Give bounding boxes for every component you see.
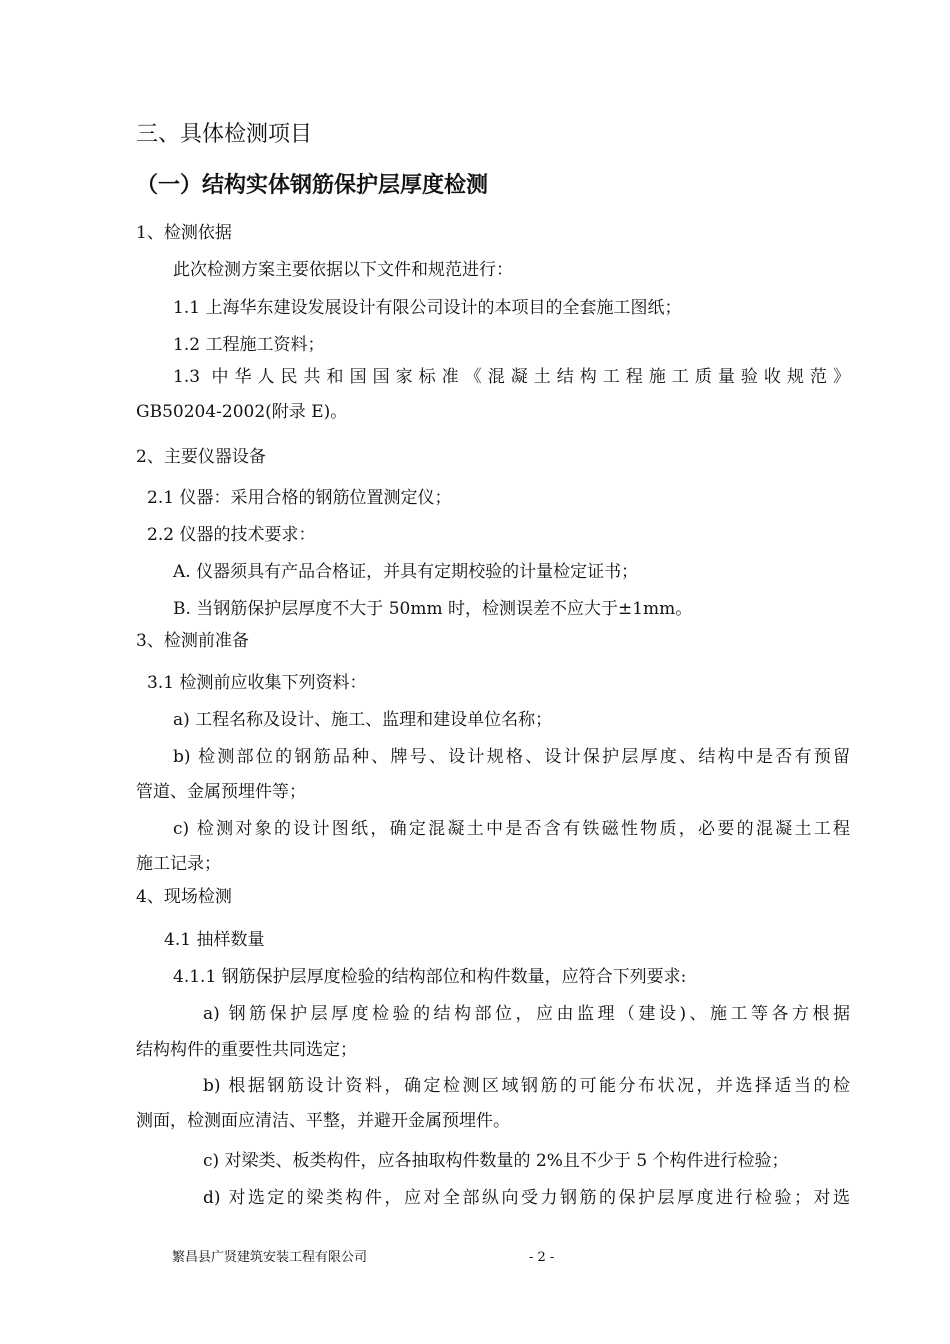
footer-page-number: - 2 - bbox=[529, 1250, 555, 1265]
list-item-4-1: 4.1 抽样数量 bbox=[164, 930, 265, 950]
list-item-1-2: 1.2 工程施工资料； bbox=[173, 335, 325, 355]
list-item-3-1: 3.1 检测前应收集下列资料： bbox=[147, 673, 367, 693]
list-item-2-2-b: B. 当钢筋保护层厚度不大于 50mm 时，检测误差不应大于±1mm。 bbox=[173, 599, 693, 619]
list-item-2-2: 2.2 仪器的技术要求： bbox=[147, 525, 316, 545]
paragraph-intro: 此次检测方案主要依据以下文件和规范进行： bbox=[173, 260, 513, 280]
list-item-4-1-1-b-continued: 测面，检测面应清洁、平整，并避开金属预埋件。 bbox=[136, 1111, 510, 1131]
list-item-4-1-1-d: d) 对选定的梁类构件，应对全部纵向受力钢筋的保护层厚度进行检验；对选 bbox=[203, 1188, 850, 1208]
list-item-3-1-b-continued: 管道、金属预埋件等； bbox=[136, 782, 306, 802]
heading-inspection-basis: 1、检测依据 bbox=[136, 223, 232, 243]
list-item-4-1-1-a: a) 钢筋保护层厚度检验的结构部位，应由监理（建设)、施工等各方根据 bbox=[203, 1004, 850, 1024]
list-item-4-1-1: 4.1.1 钢筋保护层厚度检验的结构部位和构件数量，应符合下列要求: bbox=[173, 967, 687, 987]
list-item-4-1-1-a-continued: 结构构件的重要性共同选定； bbox=[136, 1040, 357, 1060]
heading-preparation: 3、检测前准备 bbox=[136, 631, 249, 651]
list-item-4-1-1-b: b) 根据钢筋设计资料，确定检测区域钢筋的可能分布状况，并选择适当的检 bbox=[203, 1076, 850, 1096]
list-item-3-1-c-continued: 施工记录； bbox=[136, 854, 221, 874]
heading-field-inspection: 4、现场检测 bbox=[136, 887, 232, 907]
list-item-4-1-1-c: c) 对梁类、板类构件，应各抽取构件数量的 2%且不少于 5 个构件进行检验； bbox=[203, 1151, 789, 1171]
list-item-2-1: 2.1 仪器：采用合格的钢筋位置测定仪； bbox=[147, 488, 452, 508]
footer-company: 繁昌县广贤建筑安装工程有限公司 bbox=[172, 1250, 368, 1265]
heading-main-equipment: 2、主要仪器设备 bbox=[136, 447, 266, 467]
list-item-3-1-a: a) 工程名称及设计、施工、监理和建设单位名称； bbox=[173, 710, 553, 730]
list-item-3-1-b: b) 检测部位的钢筋品种、牌号、设计规格、设计保护层厚度、结构中是否有预留 bbox=[173, 747, 850, 767]
list-item-1-1: 1.1 上海华东建设发展设计有限公司设计的本项目的全套施工图纸； bbox=[173, 298, 682, 318]
section-title: 三、具体检测项目 bbox=[136, 122, 313, 147]
list-item-1-3-continued: GB50204-2002(附录 E)。 bbox=[136, 402, 348, 422]
list-item-3-1-c: c) 检测对象的设计图纸，确定混凝土中是否含有铁磁性物质，必要的混凝土工程 bbox=[173, 819, 850, 839]
subsection-title: （一）结构实体钢筋保护层厚度检测 bbox=[136, 173, 489, 198]
list-item-2-2-a: A. 仪器须具有产品合格证，并具有定期校验的计量检定证书； bbox=[173, 562, 639, 582]
list-item-1-3: 1.3 中华人民共和国国家标准《混凝土结构工程施工质量验收规范》 bbox=[173, 367, 850, 387]
